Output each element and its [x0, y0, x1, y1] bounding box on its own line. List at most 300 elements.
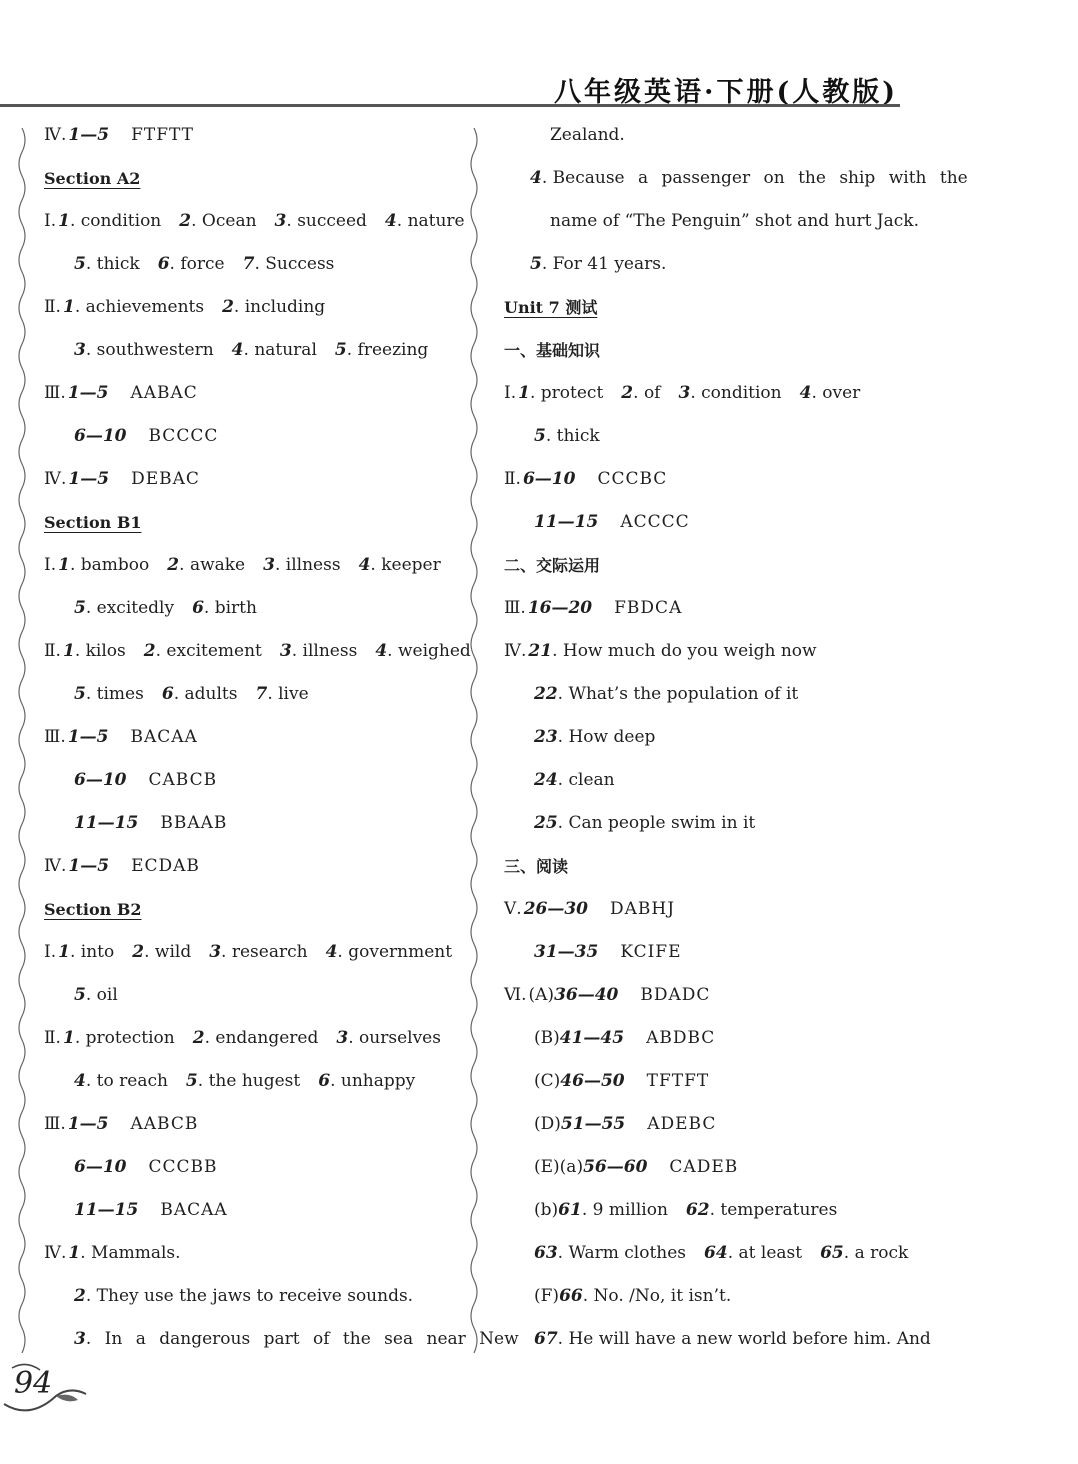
- answer-text: including: [244, 297, 326, 317]
- answer-line: 22. What’s the population of it: [534, 684, 799, 704]
- question-number: 2: [222, 297, 234, 317]
- answer-item: 6. birth: [192, 598, 257, 618]
- question-number: 3: [74, 340, 86, 360]
- answer-text: natural: [254, 340, 317, 360]
- answer-text: They use the jaws to receive sounds.: [96, 1286, 414, 1306]
- question-number: 67: [534, 1329, 558, 1349]
- answer-line: [504, 1189, 924, 1232]
- roman-numeral: Ⅲ.: [44, 383, 66, 403]
- answer-key: ABDBC: [646, 1028, 716, 1048]
- question-number: 63: [534, 1243, 558, 1263]
- roman-numeral: Ⅲ.: [504, 598, 526, 618]
- question-number: 4: [74, 1071, 86, 1091]
- answer-item: 64. at least: [704, 1243, 803, 1263]
- answer-text: protection: [85, 1028, 175, 1048]
- answer-text: In a dangerous part of the sea near New: [104, 1329, 519, 1349]
- answer-text: temperatures: [720, 1200, 838, 1220]
- answer-item: 6. force: [157, 254, 225, 274]
- answer-text: unhappy: [340, 1071, 416, 1091]
- question-number: 61: [558, 1200, 582, 1220]
- answer-line: 23. How deep: [534, 727, 656, 747]
- question-number: 2: [167, 555, 180, 575]
- part-title: 三、阅读: [504, 857, 569, 876]
- roman-numeral: Ⅲ.: [44, 727, 66, 747]
- answer-text: Mammals.: [91, 1243, 181, 1263]
- question-range: 6—10: [74, 770, 127, 790]
- answer-text: of: [643, 383, 661, 403]
- question-number: 6: [318, 1071, 331, 1091]
- answer-key: BBAAB: [160, 813, 228, 833]
- answer-line: [504, 501, 924, 544]
- answer-text: clean: [568, 770, 615, 790]
- answer-key: TFTFT: [646, 1071, 710, 1091]
- answer-text: Because a passenger on the ship with the: [552, 168, 968, 188]
- answer-line: 25. Can people swim in it: [534, 813, 756, 833]
- answer-line: Ⅳ. 21. How much do you weigh now: [504, 630, 924, 673]
- answer-line: 5. For 41 years.: [530, 254, 667, 274]
- roman-numeral: Ⅰ.: [44, 942, 57, 962]
- question-number: 5: [74, 254, 86, 274]
- question-number: 3: [336, 1028, 349, 1048]
- answer-line: [504, 974, 924, 1017]
- answer-item: 2. awake: [167, 555, 246, 575]
- section-heading: [44, 157, 464, 200]
- roman-numeral: Ⅳ.: [44, 856, 67, 876]
- answer-text: achievements: [85, 297, 205, 317]
- question-number: 4: [384, 211, 397, 231]
- answer-line: [504, 114, 924, 157]
- part-heading: [504, 329, 924, 372]
- question-range: 1—5: [68, 856, 110, 876]
- answer-line: [44, 1146, 464, 1189]
- question-number: 2: [621, 383, 634, 403]
- question-range: 56—60: [583, 1157, 648, 1177]
- answer-key: ECDAB: [131, 856, 200, 876]
- answer-key: AABAC: [130, 383, 198, 403]
- answer-text: condition: [701, 383, 782, 403]
- question-range: 46—50: [560, 1071, 625, 1091]
- question-number: 1: [62, 297, 75, 317]
- answer-key: BACAA: [130, 727, 198, 747]
- answer-line: [44, 1189, 464, 1232]
- answer-line: [44, 974, 464, 1017]
- answer-line: [504, 1017, 924, 1060]
- answer-line: [504, 372, 924, 415]
- answer-line: [504, 931, 924, 974]
- answer-item: 65. a rock: [820, 1243, 909, 1263]
- answer-text: kilos: [85, 641, 126, 661]
- question-number: 6: [157, 254, 170, 274]
- answer-key: ADEBC: [647, 1114, 717, 1134]
- answer-text: birth: [214, 598, 257, 618]
- answer-line: [44, 1103, 464, 1146]
- book-title: 八年级英语·下册(人教版): [554, 77, 898, 108]
- answer-line: [44, 587, 464, 630]
- answer-key: CADEB: [669, 1157, 739, 1177]
- answer-item: 4. to reach: [74, 1071, 168, 1091]
- question-number: 1: [62, 641, 75, 661]
- answer-text: How deep: [568, 727, 656, 747]
- answer-text: southwestern: [96, 340, 214, 360]
- answer-line: [44, 1060, 464, 1103]
- question-number: 24: [534, 770, 558, 790]
- answer-item: 3. ourselves: [336, 1028, 441, 1048]
- question-number: 2: [132, 942, 145, 962]
- answer-text: Zealand.: [550, 125, 625, 145]
- answer-line: [44, 286, 464, 329]
- answer-line: [44, 931, 464, 974]
- answer-item: 2. Ocean: [179, 211, 257, 231]
- answer-line: [44, 329, 464, 372]
- answer-line: [44, 673, 464, 716]
- answer-text: How much do you weigh now: [562, 641, 817, 661]
- question-number: 5: [74, 985, 86, 1005]
- answer-item: 2. including: [222, 297, 326, 317]
- question-number: 6: [192, 598, 204, 618]
- question-number: 22: [534, 684, 558, 704]
- roman-numeral: Ⅱ.: [44, 1028, 61, 1048]
- answer-text: Ocean: [201, 211, 257, 231]
- question-number: 7: [242, 254, 255, 274]
- question-range: 26—30: [523, 899, 589, 919]
- answer-text: 9 million: [592, 1200, 668, 1220]
- answer-text: live: [278, 684, 309, 704]
- passage-label: (D): [534, 1114, 561, 1134]
- header-rule: [0, 104, 900, 107]
- question-number: 7: [255, 684, 268, 704]
- answer-item: 3. succeed: [274, 211, 367, 231]
- answer-line: [44, 243, 464, 286]
- answer-key: FBDCA: [614, 598, 683, 618]
- answer-text: the hugest: [208, 1071, 301, 1091]
- unit-title: Unit 7 测试: [504, 298, 598, 317]
- passage-label: (B): [534, 1028, 560, 1048]
- passage-label: (F): [534, 1286, 560, 1306]
- question-number: 5: [334, 340, 347, 360]
- roman-numeral: Ⅰ.: [504, 383, 517, 403]
- question-range: 31—35: [534, 942, 599, 962]
- answer-item: 61. 9 million: [558, 1200, 668, 1220]
- question-number: 3: [263, 555, 275, 575]
- answer-line: [44, 630, 471, 673]
- question-range: 51—55: [560, 1114, 626, 1134]
- answer-text: to reach: [96, 1071, 168, 1091]
- section-title: Section A2: [44, 169, 141, 188]
- answer-item: 5. freezing: [334, 340, 429, 360]
- answer-line: [504, 1103, 924, 1146]
- question-number: 1: [58, 211, 70, 231]
- roman-numeral: Ⅲ.: [44, 1114, 66, 1134]
- answer-line: 24. clean: [534, 770, 615, 790]
- answer-line: 2. They use the jaws to receive sounds.: [74, 1286, 414, 1306]
- answer-line: [44, 802, 464, 845]
- answer-key: BACAA: [160, 1200, 228, 1220]
- answer-key: DEBAC: [131, 469, 200, 489]
- answer-text: thick: [96, 254, 140, 274]
- question-number: 2: [74, 1286, 86, 1306]
- answer-text: keeper: [381, 555, 441, 575]
- answer-line: [44, 716, 464, 759]
- answer-item: 63. Warm clothes: [534, 1243, 687, 1263]
- answer-line: [504, 1146, 924, 1189]
- question-number: 5: [74, 598, 86, 618]
- question-number: 6: [161, 684, 174, 704]
- answer-key: CCCBB: [148, 1157, 218, 1177]
- answer-text: force: [180, 254, 225, 274]
- answer-line: [44, 759, 464, 802]
- question-number: 4: [325, 942, 338, 962]
- question-number: 4: [231, 340, 244, 360]
- answer-item: 4. weighed: [375, 641, 471, 661]
- question-range: 1—5: [67, 1114, 109, 1134]
- answer-text: excitedly: [96, 598, 175, 618]
- answer-item: 7. Success: [242, 254, 335, 274]
- question-number: 4: [375, 641, 388, 661]
- answer-text: into: [80, 942, 115, 962]
- part-title: 一、基础知识: [504, 341, 601, 360]
- question-number: 4: [530, 168, 542, 188]
- answer-line: 3. In a dangerous part of the sea near New: [74, 1329, 519, 1349]
- answer-item: 1. achievements: [62, 297, 205, 317]
- question-number: 3: [209, 942, 222, 962]
- answer-item: 1. into: [58, 942, 115, 962]
- answer-line: [504, 1232, 924, 1275]
- roman-numeral: Ⅳ.: [44, 469, 67, 489]
- passage-label: (C): [534, 1071, 561, 1091]
- question-number: 65: [820, 1243, 844, 1263]
- answer-item: 2. wild: [132, 942, 192, 962]
- question-range: 41—45: [559, 1028, 625, 1048]
- answer-item: 5. times: [74, 684, 144, 704]
- answer-item: 5. oil: [74, 985, 118, 1005]
- answer-text: a rock: [854, 1243, 909, 1263]
- answer-item: 1. bamboo: [58, 555, 150, 575]
- answer-item: 3. southwestern: [74, 340, 214, 360]
- question-range: 11—15: [534, 512, 599, 532]
- section-heading: [504, 286, 924, 329]
- question-number: 25: [534, 813, 558, 833]
- section-title: Section B2: [44, 900, 142, 919]
- question-number: 5: [534, 426, 546, 446]
- question-range: 6—10: [74, 426, 127, 446]
- section-heading: [44, 501, 464, 544]
- question-number: 1: [58, 942, 70, 962]
- answer-text: bamboo: [80, 555, 150, 575]
- answer-text: thick: [556, 426, 600, 446]
- question-number: 1: [68, 1243, 81, 1263]
- answer-line: 67. He will have a new world before him. And: [534, 1329, 931, 1349]
- question-number: 5: [530, 254, 542, 274]
- answer-line: [44, 200, 464, 243]
- answer-item: 3. condition: [678, 383, 782, 403]
- answer-item: 5. excitedly: [74, 598, 175, 618]
- answer-text: Success: [265, 254, 335, 274]
- answer-line: [504, 587, 924, 630]
- answer-item: 3. illness: [279, 641, 358, 661]
- answer-text: For 41 years.: [552, 254, 667, 274]
- answer-text: succeed: [297, 211, 367, 231]
- answer-text: condition: [80, 211, 162, 231]
- question-number: 66: [559, 1286, 583, 1306]
- question-number: 4: [799, 383, 812, 403]
- question-range: 1—5: [67, 727, 109, 747]
- answer-line: [504, 1060, 924, 1103]
- right-column: [504, 114, 968, 1361]
- answer-item: 4. keeper: [358, 555, 441, 575]
- answer-text: research: [231, 942, 308, 962]
- answer-text: Can people swim in it: [568, 813, 756, 833]
- answer-line: 4. Because a passenger on the ship with the: [530, 168, 968, 188]
- answer-text: No. /No, it isn’t.: [593, 1286, 732, 1306]
- left-border-squiggle: [14, 128, 30, 1353]
- answer-item: 1. kilos: [62, 641, 126, 661]
- answer-text: ourselves: [359, 1028, 441, 1048]
- roman-numeral: Ⅵ.: [504, 985, 527, 1005]
- roman-numeral: Ⅳ.: [504, 641, 527, 661]
- answer-line: [44, 114, 464, 157]
- question-number: 1: [62, 1028, 75, 1048]
- center-divider-squiggle: [466, 128, 482, 1353]
- answer-text: name of “The Penguin” shot and hurt Jack.: [550, 211, 919, 231]
- part-title: 二、交际运用: [504, 556, 601, 575]
- question-number: 2: [179, 211, 192, 231]
- question-number: 2: [192, 1028, 205, 1048]
- answer-item: 4. natural: [231, 340, 317, 360]
- answer-item: 5. thick: [74, 254, 140, 274]
- answer-text: government: [348, 942, 453, 962]
- answer-key: DABHJ: [610, 899, 676, 919]
- question-number: 3: [274, 211, 287, 231]
- roman-numeral: Ⅱ.: [44, 641, 61, 661]
- passage-label: (A): [528, 985, 555, 1005]
- roman-numeral: Ⅰ.: [44, 555, 57, 575]
- part-heading: [504, 845, 924, 888]
- answer-text: He will have a new world before him. And: [568, 1329, 931, 1349]
- question-range: 1—5: [68, 469, 110, 489]
- answer-text: protect: [540, 383, 604, 403]
- answer-item: 1. protect: [518, 383, 604, 403]
- answer-text: awake: [189, 555, 246, 575]
- question-range: 16—20: [527, 598, 593, 618]
- answer-text: nature: [407, 211, 465, 231]
- answer-text: adults: [184, 684, 238, 704]
- answer-line: [504, 458, 924, 501]
- question-range: 36—40: [554, 985, 619, 1005]
- answer-key: CABCB: [148, 770, 218, 790]
- question-number: 3: [279, 641, 292, 661]
- answer-item: 6. adults: [161, 684, 238, 704]
- section-title: Section B1: [44, 513, 142, 532]
- answer-item: 4. government: [325, 942, 453, 962]
- answer-line: [504, 415, 924, 458]
- answer-item: 1. condition: [58, 211, 162, 231]
- question-number: 1: [518, 383, 530, 403]
- answer-line: [44, 458, 464, 501]
- answer-text: at least: [738, 1243, 803, 1263]
- answer-item: 6. unhappy: [318, 1071, 416, 1091]
- question-number: 5: [74, 684, 86, 704]
- question-number: 5: [185, 1071, 198, 1091]
- answer-key: AABCB: [130, 1114, 199, 1134]
- question-range: 11—15: [74, 1200, 139, 1220]
- answer-text: What’s the population of it: [568, 684, 799, 704]
- answer-line: [44, 544, 464, 587]
- answer-item: 4. nature: [384, 211, 465, 231]
- question-number: 3: [74, 1329, 86, 1349]
- answer-text: freezing: [357, 340, 429, 360]
- part-heading: [504, 544, 924, 587]
- answer-text: times: [96, 684, 144, 704]
- answer-item: 1. protection: [62, 1028, 175, 1048]
- answer-text: oil: [96, 985, 118, 1005]
- question-number: 3: [678, 383, 691, 403]
- section-heading: [44, 888, 464, 931]
- question-number: 21: [528, 641, 553, 661]
- answer-item: 62. temperatures: [685, 1200, 838, 1220]
- answer-item: 7. live: [255, 684, 309, 704]
- roman-numeral: Ⅴ.: [504, 899, 522, 919]
- answer-line: [44, 1017, 464, 1060]
- answer-item: 5. thick: [534, 426, 600, 446]
- roman-numeral: Ⅳ.: [44, 1243, 67, 1263]
- answer-line: [44, 845, 464, 888]
- question-range: 1—5: [68, 125, 110, 145]
- question-number: 23: [534, 727, 558, 747]
- question-number: 64: [704, 1243, 728, 1263]
- answer-item: 5. the hugest: [185, 1071, 301, 1091]
- answer-text: weighed: [397, 641, 471, 661]
- answer-item: 4. over: [799, 383, 861, 403]
- answer-key: BCCCC: [148, 426, 219, 446]
- answer-key: FTFTT: [131, 125, 194, 145]
- question-range: 6—10: [74, 1157, 127, 1177]
- roman-numeral: Ⅳ.: [44, 125, 67, 145]
- question-number: 62: [685, 1200, 710, 1220]
- passage-label: (b): [534, 1200, 559, 1220]
- answer-line: [504, 200, 924, 243]
- question-number: 2: [143, 641, 156, 661]
- answer-text: illness: [285, 555, 341, 575]
- roman-numeral: Ⅱ.: [504, 469, 521, 489]
- answer-key: ACCCC: [620, 512, 690, 532]
- answer-item: 2. endangered: [192, 1028, 319, 1048]
- answer-key: BDADC: [640, 985, 711, 1005]
- answer-key: CCCBC: [597, 469, 668, 489]
- answer-line: Ⅳ. 1. Mammals.: [44, 1232, 464, 1275]
- answer-item: 3. research: [209, 942, 308, 962]
- answer-item: 2. of: [621, 383, 661, 403]
- answer-text: excitement: [166, 641, 262, 661]
- question-range: 6—10: [522, 469, 576, 489]
- answer-text: Warm clothes: [568, 1243, 687, 1263]
- answer-text: endangered: [215, 1028, 319, 1048]
- answer-text: over: [822, 383, 861, 403]
- roman-numeral: Ⅰ.: [44, 211, 57, 231]
- answer-item: 2. excitement: [143, 641, 262, 661]
- page-number: 94: [14, 1366, 53, 1401]
- question-range: 1—5: [67, 383, 109, 403]
- passage-label: (E)(a): [534, 1157, 584, 1177]
- answer-line: [44, 372, 464, 415]
- answer-line: [44, 415, 464, 458]
- question-number: 4: [358, 555, 371, 575]
- answer-text: illness: [302, 641, 358, 661]
- answer-key: KCIFE: [620, 942, 682, 962]
- answer-item: 3. illness: [263, 555, 341, 575]
- question-number: 1: [58, 555, 70, 575]
- roman-numeral: Ⅱ.: [44, 297, 61, 317]
- answer-text: wild: [154, 942, 192, 962]
